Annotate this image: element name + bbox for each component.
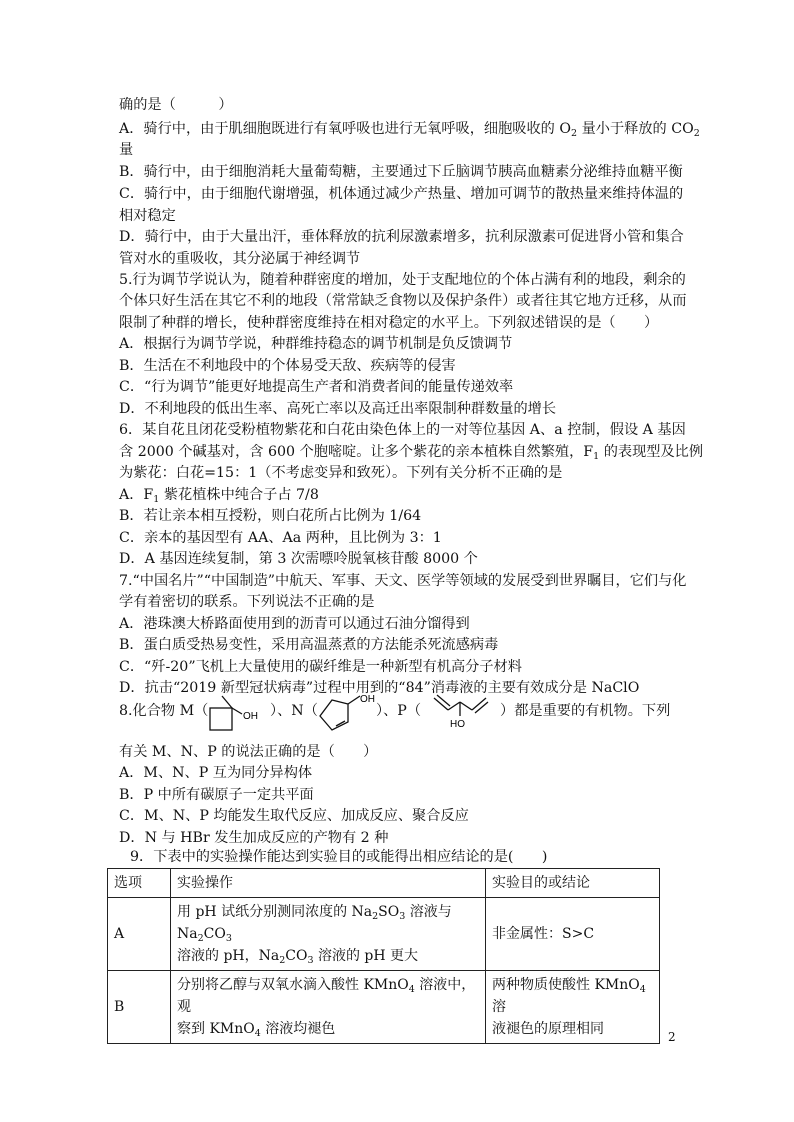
header-option: 选项 bbox=[108, 869, 171, 898]
row-a-operation: 用 pH 试纸分别测同浓度的 $Na_2SO_3$ 溶液与 $Na_2CO_3$ 溶液的 pH，$Na_2CO_3$ 溶液的 pH 更大 bbox=[171, 898, 486, 971]
q7-option-c: C．“歼-20”飞机上大量使用的碳纤维是一种新型有机高分子材料 bbox=[119, 659, 522, 675]
q6-option-b: B．若让亲本相互授粉，则白花所占比例为 1/64 bbox=[119, 508, 422, 524]
q4-option-a-line2: 量 bbox=[119, 142, 134, 158]
row-b-conclusion: 两种物质使酸性 KMnO$_4$ 溶 液褪色的原理相同 bbox=[486, 971, 660, 1044]
compound-n-structure bbox=[314, 692, 376, 736]
header-conclusion: 实验目的或结论 bbox=[486, 869, 660, 898]
q5-stem-line1: 5.行为调节学说认为，随着种群密度的增加，处于支配地位的个体占满有利的地段，剩余的 bbox=[119, 272, 686, 288]
q7-option-d: D．抗击“2019 新型冠状病毒”过程中用到的“84”消毒液的主要有效成分是 NaClO bbox=[119, 680, 640, 696]
q6-option-a: A．$F_1$ 紫花植株中纯合子占 7/8 bbox=[119, 487, 319, 505]
q8-option-c: C．M、N、P 均能发生取代反应、加成反应、聚合反应 bbox=[119, 808, 469, 824]
q5-option-d: D．不利地段的低出生率、高死亡率以及高迁出率限制种群数量的增长 bbox=[119, 401, 557, 417]
table-row bbox=[108, 971, 660, 1044]
q6-option-d: D．A 基因连续复制，第 3 次需嘌呤脱氧核苷酸 8000 个 bbox=[119, 551, 478, 567]
q7-stem-line2: 学有着密切的联系。下列说法不正确的是 bbox=[119, 594, 375, 610]
row-a-conclusion: 非金属性：S>C bbox=[486, 898, 660, 971]
svg-text:OH: OH bbox=[243, 711, 258, 722]
q8-option-d: D．N 与 HBr 发生加成反应的产物有 2 种 bbox=[119, 830, 389, 846]
row-b-operation: 分别将乙醇与双氧水滴入酸性 KMnO$_4$ 溶液中，观 察到 KMnO$_4$ 溶液均褪色 bbox=[171, 971, 486, 1044]
q9-table bbox=[107, 868, 660, 1044]
compound-m-structure bbox=[208, 694, 270, 734]
svg-text:HO: HO bbox=[450, 719, 465, 730]
row-b-option: B bbox=[108, 971, 171, 1044]
q5-option-c: C．“行为调节”能更好地提高生产者和消费者间的能量传递效率 bbox=[119, 379, 514, 395]
q8-stem-line2: 有关 M、N、P 的说法正确的是（ ） bbox=[119, 744, 378, 760]
q4-option-d-line2: 管对水的重吸收，其分泌属于神经调节 bbox=[119, 251, 361, 267]
q5-stem-line2: 个体只好生活在其它不利的地段（常常缺乏食物以及保护条件）或者往其它地方迁移，从而 bbox=[119, 293, 687, 309]
q4-option-b: B．骑行中，由于细胞消耗大量葡萄糖，主要通过下丘脑调节胰高血糖素分泌维持血糖平衡 bbox=[119, 164, 683, 180]
q6-stem-line1: 6．某自花且闭花受粉植物紫花和白花由染色体上的一对等位基因 A、a 控制，假设 A 基因 bbox=[119, 422, 686, 438]
q4-option-c-line2: 相对稳定 bbox=[119, 208, 176, 224]
q5-option-b: B．生活在不利地段中的个体易受天敌、疾病等的侵害 bbox=[119, 358, 456, 374]
q5-stem-line3: 限制了种群的增长，使种群密度维持在相对稳定的水平上。下列叙述错误的是（ ） bbox=[119, 315, 659, 331]
header-operation: 实验操作 bbox=[171, 869, 486, 898]
svg-text:OH: OH bbox=[360, 694, 375, 705]
q7-option-b: B．蛋白质受热易变性，采用高温蒸煮的方法能杀死流感病毒 bbox=[119, 637, 499, 653]
row-a-option: A bbox=[108, 898, 171, 971]
q8-stem-tail: ）都是重要的有机物。下列 bbox=[500, 703, 671, 719]
q8-option-b: B．P 中所有碳原子一定共平面 bbox=[119, 787, 314, 803]
q6-stem-line3: 为紫花：白花=15：1（不考虑变异和致死）。下列有关分析不正确的是 bbox=[119, 465, 563, 481]
q6-option-c: C．亲本的基因型有 AA、Aa 两种，且比例为 3：1 bbox=[119, 530, 442, 546]
page-number: 2 bbox=[668, 1030, 676, 1044]
q7-option-a: A．港珠澳大桥路面使用到的沥青可以通过石油分馏得到 bbox=[119, 616, 470, 632]
q8-stem-intro: 8.化合物 M（ bbox=[119, 703, 209, 719]
table-header-row bbox=[108, 869, 660, 898]
q4-option-a-line1: A．骑行中，由于肌细胞既进行有氧呼吸也进行无氧呼吸，细胞吸收的 $O_2$ 量小于释放的 $CO_2$ bbox=[119, 121, 700, 139]
q8-option-a: A．M、N、P 互为同分异构体 bbox=[119, 765, 313, 781]
table-row bbox=[108, 898, 660, 971]
q7-stem-line1: 7.“中国名片”“中国制造”中航天、军事、天文、医学等领域的发展受到世界瞩目，它们与化 bbox=[119, 573, 687, 589]
q4-option-c-line1: C．骑行中，由于细胞代谢增强，机体通过减少产热量、增加可调节的散热量来维持体温的 bbox=[119, 186, 684, 202]
q5-option-a: A．根据行为调节学说，种群维持稳态的调节机制是负反馈调节 bbox=[119, 336, 513, 352]
q8-stem-p: ）、P（ bbox=[376, 703, 422, 719]
q8-stem-n: ）、N（ bbox=[270, 703, 318, 719]
q4-stem-tail: 确的是（ ） bbox=[119, 97, 233, 113]
q9-stem: 9．下表中的实验操作能达到实验目的或能得出相应结论的是( ) bbox=[130, 849, 548, 865]
q6-stem-line2: 含 2000 个碱基对，含 600 个胞嘧啶。让多个紫花的亲本植株自然繁殖，$F_1$ 的表现型及比例 bbox=[119, 444, 704, 462]
compound-p-structure bbox=[428, 690, 500, 734]
q4-option-d-line1: D．骑行中，由于大量出汗，垂体释放的抗利尿激素增多，抗利尿激素可促进肾小管和集合 bbox=[119, 229, 684, 245]
